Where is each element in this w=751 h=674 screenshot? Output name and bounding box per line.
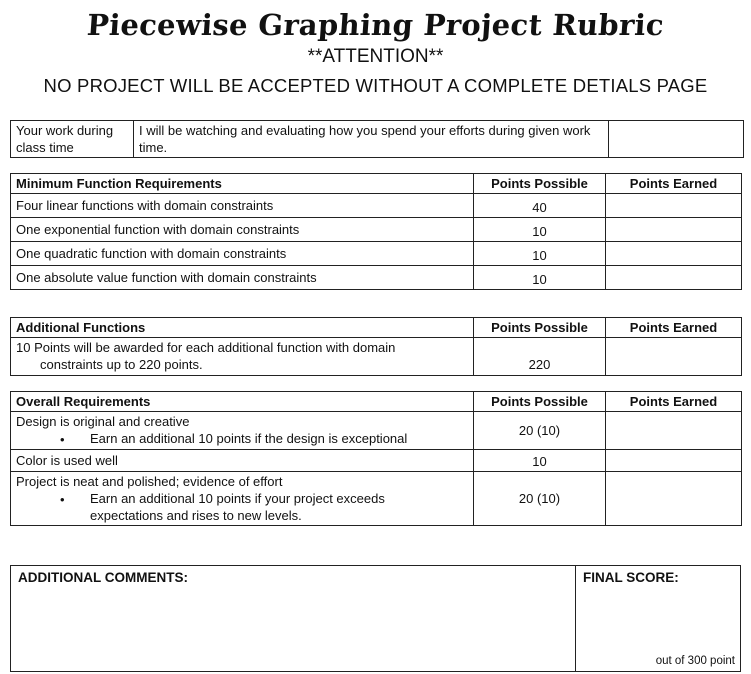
- table-row: [11, 338, 742, 376]
- rubric-title: Piecewise Graphing Project Rubric: [85, 8, 666, 42]
- row-points: 10: [474, 218, 606, 242]
- row-points: 10: [474, 266, 606, 290]
- row-item: Four linear functions with domain constraints: [11, 194, 474, 218]
- table-row: [11, 412, 742, 450]
- additional-comments-area[interactable]: [11, 566, 576, 671]
- table-row: [11, 266, 742, 290]
- table-row: [11, 242, 742, 266]
- out-of-text: out of 300 point: [655, 655, 735, 667]
- row-earned-cell[interactable]: [606, 242, 742, 266]
- row-points: 10: [474, 242, 606, 266]
- minimum-table: [10, 173, 742, 290]
- row-item: One absolute value function with domain constraints: [11, 266, 474, 290]
- attention-heading: **ATTENTION**: [307, 46, 444, 67]
- neat-bullet-line-1: Earn an additional 10 points if your project exceeds: [90, 491, 385, 506]
- row-earned-cell[interactable]: [606, 194, 742, 218]
- neat-item: Project is neat and polished; evidence of effort: [16, 474, 283, 489]
- additional-description: [11, 338, 474, 376]
- final-score-label: FINAL SCORE:: [583, 570, 679, 585]
- row-points: 40: [474, 194, 606, 218]
- final-score-area[interactable]: [576, 566, 741, 671]
- neat-earned-cell[interactable]: [606, 472, 742, 526]
- neat-bullet-line-2: expectations and rises to new levels.: [90, 508, 302, 523]
- table-row: [11, 472, 742, 526]
- neat-cell: [11, 472, 474, 526]
- bullet-icon: •: [60, 432, 65, 447]
- color-earned-cell[interactable]: [606, 450, 742, 472]
- comments-box: [10, 565, 741, 672]
- table-row: [11, 218, 742, 242]
- additional-table: [10, 317, 742, 376]
- comments-label: ADDITIONAL COMMENTS:: [18, 570, 188, 585]
- overall-col-earned: Points Earned: [606, 392, 742, 412]
- additional-earned-cell[interactable]: [606, 338, 742, 376]
- color-points: 10: [474, 450, 606, 472]
- neat-points: 20 (10): [474, 472, 606, 526]
- design-earned-cell[interactable]: [606, 412, 742, 450]
- work-earned-cell[interactable]: [609, 121, 744, 158]
- additional-heading: Additional Functions: [11, 318, 474, 338]
- color-item: Color is used well: [11, 450, 474, 472]
- additional-points: 220: [474, 338, 606, 376]
- minimum-col-possible: Points Possible: [474, 174, 606, 194]
- table-row: [11, 194, 742, 218]
- work-description: I will be watching and evaluating how you spend your efforts during given work time.: [134, 121, 609, 158]
- minimum-col-earned: Points Earned: [606, 174, 742, 194]
- row-item: One exponential function with domain constraints: [11, 218, 474, 242]
- design-points: 20 (10): [474, 412, 606, 450]
- additional-line-1: 10 Points will be awarded for each additional function with domain: [16, 340, 396, 355]
- overall-table: [10, 391, 742, 526]
- work-label: Your work during class time: [11, 121, 134, 158]
- additional-col-earned: Points Earned: [606, 318, 742, 338]
- minimum-heading: Minimum Function Requirements: [11, 174, 474, 194]
- row-earned-cell[interactable]: [606, 218, 742, 242]
- row-earned-cell[interactable]: [606, 266, 742, 290]
- notice-text: NO PROJECT WILL BE ACCEPTED WITHOUT A COMPLETE DETIALS PAGE: [43, 75, 708, 96]
- additional-line-2: constraints up to 220 points.: [40, 357, 203, 372]
- work-table: [10, 120, 744, 158]
- bullet-icon: •: [60, 492, 65, 507]
- table-row: [11, 450, 742, 472]
- design-cell: [11, 412, 474, 450]
- row-item: One quadratic function with domain constraints: [11, 242, 474, 266]
- overall-col-possible: Points Possible: [474, 392, 606, 412]
- design-item: Design is original and creative: [16, 414, 190, 429]
- overall-heading: Overall Requirements: [11, 392, 474, 412]
- additional-col-possible: Points Possible: [474, 318, 606, 338]
- design-bullet: Earn an additional 10 points if the design is exceptional: [90, 431, 408, 446]
